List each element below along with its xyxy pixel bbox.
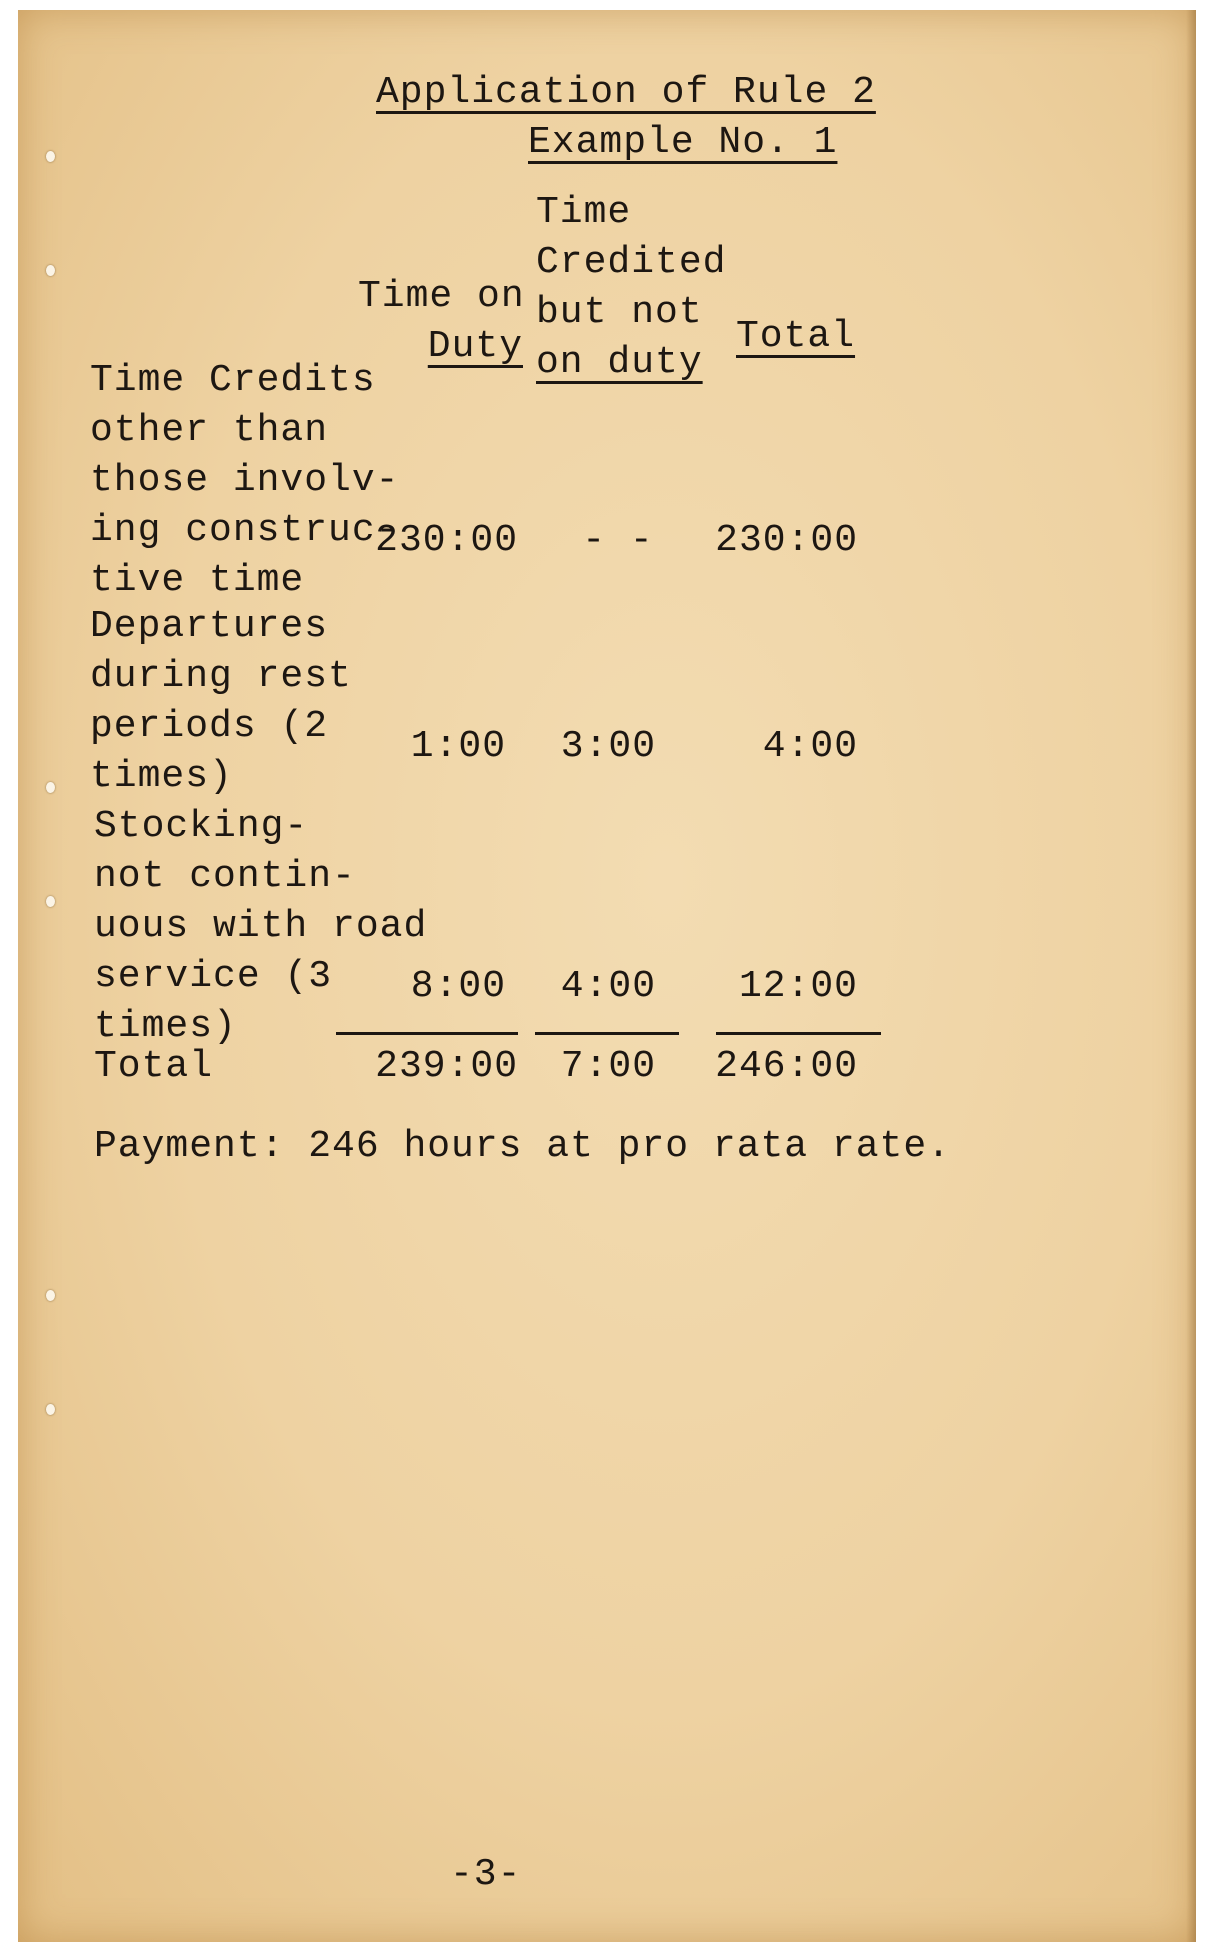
binder-hole [46, 1290, 55, 1301]
binder-hole [46, 1404, 55, 1415]
sum-rule-credited [535, 1032, 679, 1035]
binder-hole [46, 782, 55, 793]
binder-hole [46, 265, 55, 276]
column-header-total: Total [736, 315, 856, 358]
row-label-stocking: Stocking- not contin- uous with road service (3 times) [94, 805, 428, 1048]
row-label-departures: Departures during rest periods (2 times) [90, 605, 352, 798]
totals-credited: 7:00 [560, 1045, 656, 1088]
sum-rule-on-duty [336, 1032, 518, 1035]
binder-hole [46, 896, 55, 907]
row-2-credited: 3:00 [560, 725, 656, 768]
document-title: Application of Rule 2 [376, 71, 876, 114]
document-subtitle: Example No. 1 [528, 121, 838, 164]
totals-label: Total [94, 1045, 214, 1088]
paper-edge-shadow [1186, 10, 1196, 1942]
sum-rule-total [716, 1032, 881, 1035]
row-1-on-duty: 230:00 [375, 519, 518, 562]
column-header-on-duty: Time on Duty [358, 275, 525, 368]
page-number: -3- [450, 1853, 522, 1896]
document-page [18, 10, 1196, 1942]
column-header-credited: Time Credited but not on duty [536, 191, 727, 384]
row-1-credited: - - [582, 519, 654, 562]
payment-note: Payment: 246 hours at pro rata rate. [94, 1125, 951, 1168]
row-label-time-credits: Time Credits other than those involv- ing construc- tive time [90, 359, 400, 602]
totals-on-duty: 239:00 [375, 1045, 518, 1088]
row-2-total: 4:00 [762, 725, 858, 768]
row-3-credited: 4:00 [560, 965, 656, 1008]
row-3-on-duty: 8:00 [410, 965, 506, 1008]
row-2-on-duty: 1:00 [410, 725, 506, 768]
totals-total: 246:00 [715, 1045, 858, 1088]
row-3-total: 12:00 [738, 965, 858, 1008]
row-1-total: 230:00 [715, 519, 858, 562]
binder-hole [46, 151, 55, 162]
